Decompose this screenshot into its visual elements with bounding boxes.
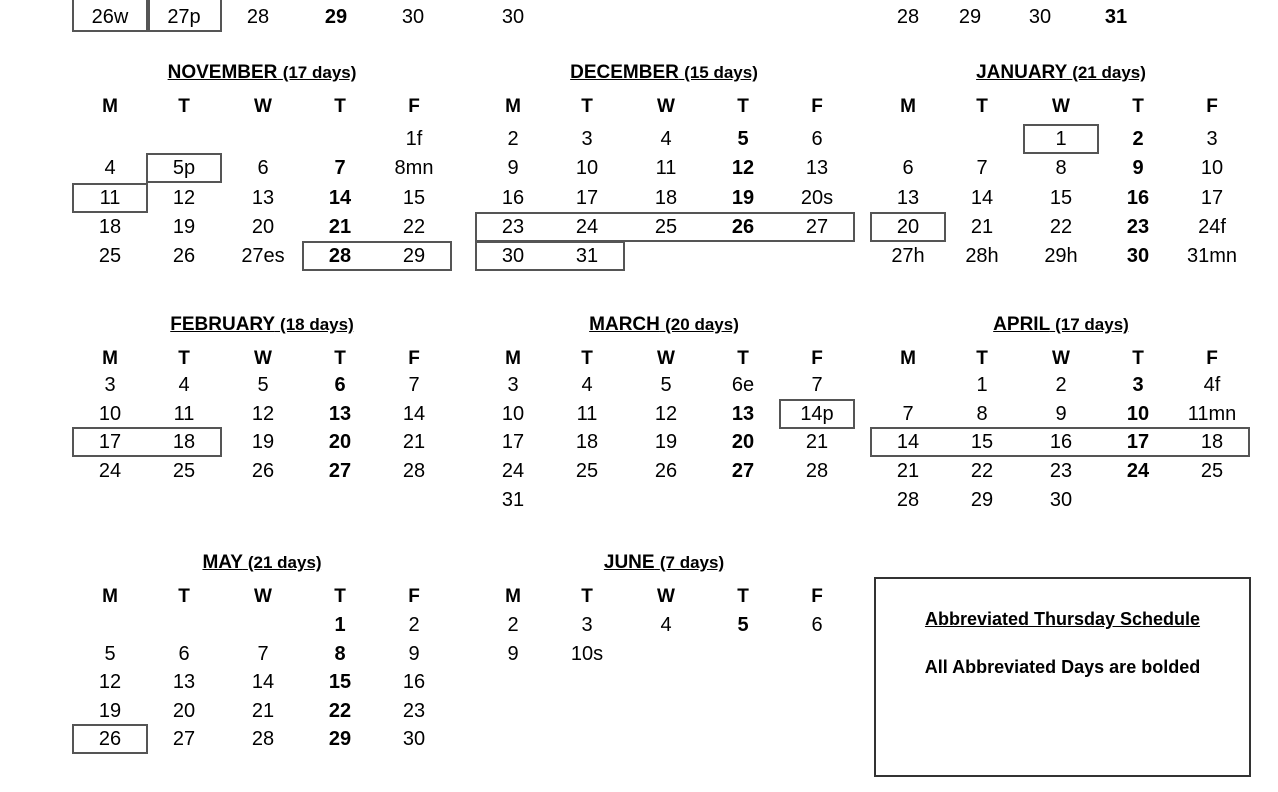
calendar-day: 13 [251,186,275,209]
calendar-day: 4 [104,157,116,180]
weekday-header: T [178,348,190,369]
highlight-box [148,0,222,32]
calendar-day: 24 [501,460,525,483]
month-march [477,314,857,554]
weekday-header: T [334,96,346,117]
calendar-day: 1 [334,614,346,636]
calendar-day: 14 [896,431,920,454]
weekday-header: F [408,586,420,607]
weekday-header: T [976,96,988,117]
calendar-day: 20 [172,699,196,722]
calendar-day: 11 [99,186,121,209]
calendar-day: 11mn [1187,402,1237,425]
calendar-day: 26 [654,460,678,483]
calendar-day: 17 [501,431,525,454]
calendar-day: 2 [408,614,420,636]
calendar-day: 28 [328,245,352,268]
highlight-box [72,183,148,213]
month-day-count: (7 days) [659,553,725,572]
calendar-day: 6e [731,374,755,396]
calendar-day: 7 [902,402,914,425]
calendar-day: 8 [334,642,346,665]
calendar-day: 9 [1055,402,1067,425]
calendar-day: 24 [575,215,599,238]
calendar-day: 7 [257,642,269,665]
calendar-day: 12 [731,157,755,180]
calendar-day: 15 [1049,186,1073,209]
weekday-header: M [102,586,118,607]
calendar-day: 5 [737,128,749,150]
calendar-day: 5 [660,374,672,396]
calendar-day: 23 [402,699,426,722]
weekday-header: M [102,96,118,117]
calendar-day: 25 [575,460,599,483]
calendar-day: 29 [402,245,426,268]
highlight-box [1023,124,1099,154]
calendar-day: 30 [1049,488,1073,511]
weekday-header: W [254,348,272,369]
calendar-day: 30 [1028,6,1052,28]
calendar-day: 5 [737,614,749,636]
weekday-header: T [1132,96,1144,117]
calendar-day: 30 [401,6,425,28]
calendar-day: 15 [970,431,994,454]
calendar-day: 12 [251,402,275,425]
calendar-day: 2 [507,128,519,150]
weekday-header: T [334,348,346,369]
calendar-day: 6 [811,128,823,150]
weekday-header: T [976,348,988,369]
weekday-header: T [737,96,749,117]
calendar-day: 17 [98,431,122,454]
calendar-day: 15 [328,671,352,693]
calendar-day: 7 [334,157,346,180]
calendar-day: 31mn [1186,245,1238,268]
weekday-header: F [1206,348,1218,369]
month-name: MARCH [589,314,660,335]
weekday-header: F [408,96,420,117]
month-name: JANUARY [976,62,1067,83]
calendar-day: 16 [402,671,426,693]
calendar-day: 1f [405,128,423,150]
calendar-day: 12 [172,186,196,209]
weekday-header: T [737,586,749,607]
calendar-day: 22 [1049,215,1073,238]
highlight-box [870,427,1250,457]
calendar-day: 10 [98,402,122,425]
weekday-header: W [254,586,272,607]
highlight-box [475,241,625,271]
calendar-day: 6 [334,374,346,396]
calendar-day: 29 [970,488,994,511]
calendar-day: 26w [91,6,129,28]
month-title [604,552,724,574]
weekday-header: W [1052,348,1070,369]
calendar-day: 19 [172,215,196,238]
calendar-day: 25 [98,245,122,268]
calendar-day: 21 [805,431,829,454]
calendar-day: 23 [1049,460,1073,483]
calendar-day: 26 [251,460,275,483]
calendar-day: 17 [1126,431,1150,454]
calendar-day: 11 [655,157,677,180]
calendar-day: 10 [575,157,599,180]
calendar-day: 9 [507,157,519,180]
calendar-day: 3 [1206,128,1218,150]
calendar-day: 2 [507,614,519,636]
calendar-day: 8 [1055,157,1067,180]
calendar-day: 9 [408,642,420,665]
calendar-day: 17 [575,186,599,209]
calendar-day: 14 [251,671,275,693]
calendar-day: 16 [1049,431,1073,454]
month-day-count: (17 days) [282,63,357,82]
calendar-day: 26 [98,728,122,750]
calendar-day: 2 [1132,128,1144,150]
calendar-day: 14 [328,186,352,209]
calendar-day: 28 [402,460,426,483]
calendar-day: 19 [251,431,275,454]
calendar-day: 20s [800,186,834,209]
weekday-header: F [811,348,823,369]
calendar-day: 3 [507,374,519,396]
calendar-day: 10 [501,402,525,425]
calendar-day: 24 [1126,460,1150,483]
weekday-header: T [581,348,593,369]
calendar-day: 23 [501,215,525,238]
calendar-day: 30 [1126,245,1150,268]
weekday-header: T [178,96,190,117]
calendar-day: 5p [172,157,196,180]
calendar-day: 19 [731,186,755,209]
weekday-header: T [178,586,190,607]
calendar-day: 17 [1200,186,1224,209]
calendar-day: 24 [98,460,122,483]
legend-box [874,577,1251,777]
calendar-day: 1 [1055,128,1067,150]
calendar-day: 31 [501,488,525,511]
weekday-header: F [811,586,823,607]
weekday-header: T [581,96,593,117]
calendar-day: 21 [970,215,994,238]
calendar-day: 16 [501,186,525,209]
month-name: JUNE [603,552,655,573]
calendar-day: 18 [654,186,678,209]
highlight-box [146,153,222,183]
month-january [872,62,1252,302]
month-day-count: (21 days) [247,553,322,572]
highlight-box [72,724,148,754]
highlight-box [475,212,855,242]
calendar-day: 2 [1055,374,1067,396]
month-day-count: (20 days) [665,315,739,334]
calendar-day: 3 [104,374,116,396]
calendar-day: 27h [891,245,925,268]
calendar-day: 18 [98,215,122,238]
calendar-day: 30 [402,728,426,750]
calendar-day: 19 [654,431,678,454]
calendar-day: 27p [167,6,201,28]
calendar-day: 24f [1198,215,1226,238]
calendar-day: 4f [1203,374,1221,396]
calendar-day: 12 [654,402,678,425]
weekday-header: M [102,348,118,369]
calendar-day: 13 [172,671,196,693]
highlight-box [72,0,148,32]
calendar-day: 14 [970,186,994,209]
highlight-box [779,399,855,429]
calendar-day: 5 [104,642,116,665]
calendar-day: 29h [1044,245,1078,268]
calendar-day: 12 [98,671,122,693]
calendar-day: 3 [581,128,593,150]
highlight-box [72,427,222,457]
calendar-day: 11 [173,402,195,425]
calendar-day: 14 [402,402,426,425]
calendar-day: 4 [581,374,593,396]
month-may [74,552,454,792]
calendar-day: 5 [257,374,269,396]
calendar-day: 18 [1200,431,1224,454]
calendar-day: 16 [1126,186,1150,209]
calendar-day: 4 [660,614,672,636]
weekday-header: T [334,586,346,607]
calendar-day: 10 [1126,402,1150,425]
calendar-day: 25 [654,215,678,238]
month-title [589,314,739,336]
calendar-day: 29 [958,6,982,28]
calendar-day: 10s [570,642,604,665]
month-name: FEBRUARY [170,314,275,335]
calendar-day: 13 [805,157,829,180]
weekday-header: T [581,586,593,607]
calendar-day: 30 [501,6,525,28]
calendar-day: 21 [896,460,920,483]
legend-note: All Abbreviated Days are bolded [924,657,1201,677]
highlight-box [302,241,452,271]
calendar-day: 28h [965,245,999,268]
calendar-day: 26 [731,215,755,238]
calendar-day: 21 [328,215,352,238]
calendar-day: 23 [1126,215,1150,238]
calendar-day: 20 [328,431,352,454]
calendar-day: 9 [1132,157,1144,180]
weekday-header: F [811,96,823,117]
calendar-day: 10 [1200,157,1224,180]
calendar-day: 6 [257,157,269,180]
calendar-day: 21 [402,431,426,454]
calendar-day: 1 [976,374,988,396]
month-title [976,62,1146,84]
calendar-day: 28 [805,460,829,483]
calendar-day: 31 [575,245,599,268]
month-title [570,62,758,84]
calendar-day: 27 [731,460,755,483]
weekday-header: T [1132,348,1144,369]
month-title [170,314,354,336]
calendar-day: 11 [576,402,598,425]
weekday-header: M [505,96,521,117]
month-june [477,552,857,792]
calendar-day: 25 [172,460,196,483]
calendar-day: 29 [328,728,352,750]
calendar-day: 27es [241,245,285,268]
calendar-day: 27 [805,215,829,238]
calendar-day: 8 [976,402,988,425]
legend-title: Abbreviated Thursday Schedule [924,609,1201,629]
weekday-header: W [657,586,675,607]
calendar-day: 21 [251,699,275,722]
calendar-day: 22 [402,215,426,238]
calendar-day: 18 [575,431,599,454]
calendar-day: 18 [172,431,196,454]
calendar-day: 22 [970,460,994,483]
calendar-day: 25 [1200,460,1224,483]
calendar-day: 13 [328,402,352,425]
weekday-header: M [900,348,916,369]
calendar-day: 22 [328,699,352,722]
month-day-count: (21 days) [1072,63,1146,82]
calendar-day: 27 [172,728,196,750]
calendar-day: 6 [811,614,823,636]
calendar-day: 28 [251,728,275,750]
calendar-day: 28 [246,6,270,28]
calendar-day: 28 [896,6,920,28]
calendar-day: 13 [731,402,755,425]
month-name: MAY [202,552,243,573]
calendar-day: 6 [178,642,190,665]
calendar-day: 31 [1104,6,1128,28]
weekday-header: M [505,586,521,607]
calendar-day: 4 [178,374,190,396]
calendar-day: 9 [507,642,519,665]
calendar-day: 20 [896,215,920,238]
calendar-day: 14p [800,402,834,425]
weekday-header: W [254,96,272,117]
weekday-header: M [505,348,521,369]
calendar-day: 29 [324,6,348,28]
month-day-count: (17 days) [1055,315,1129,334]
month-name: DECEMBER [570,62,679,83]
calendar-day: 7 [976,157,988,180]
weekday-header: W [657,96,675,117]
calendar-day: 26 [172,245,196,268]
calendar-day: 20 [251,215,275,238]
month-name: APRIL [993,314,1050,335]
weekday-header: W [657,348,675,369]
month-day-count: (18 days) [280,315,354,334]
calendar-day: 28 [896,488,920,511]
calendar-day: 27 [328,460,352,483]
calendar-day: 8mn [394,157,434,180]
calendar-day: 15 [402,186,426,209]
month-name: NOVEMBER [167,62,278,83]
weekday-header: F [408,348,420,369]
calendar-day: 4 [660,128,672,150]
month-day-count: (15 days) [684,63,758,82]
weekday-header: F [1206,96,1218,117]
month-title [993,314,1129,336]
month-title [168,62,357,84]
weekday-header: M [900,96,916,117]
calendar-day: 19 [98,699,122,722]
weekday-header: W [1052,96,1070,117]
calendar-day: 7 [811,374,823,396]
calendar-day: 13 [896,186,920,209]
month-title [202,552,321,574]
weekday-header: T [737,348,749,369]
calendar-day: 6 [902,157,914,180]
calendar-day: 7 [408,374,420,396]
highlight-box [870,212,946,242]
calendar-day: 3 [581,614,593,636]
calendar-day: 20 [731,431,755,454]
calendar-day: 3 [1132,374,1144,396]
calendar-day: 30 [501,245,525,268]
